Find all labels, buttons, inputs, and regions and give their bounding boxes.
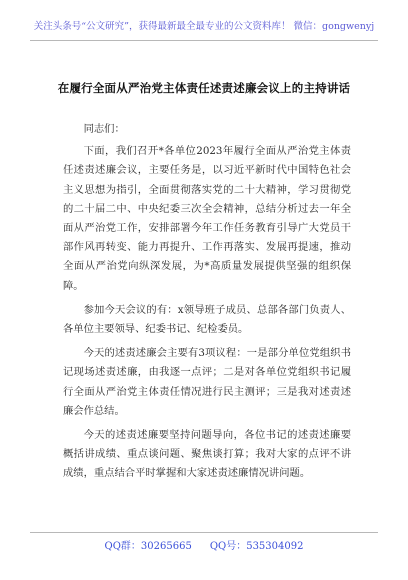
paragraph-agenda: 今天的述责述廉会主要有3项议程：一是部分单位党组织书记现场述责述廉，由我逐一点评；二是对各单位党组织书记履行全面从严治党主体责任情况进行民主测评；三是我对述责述廉会作总结。 [63, 347, 351, 417]
paragraph-attendees: 参加今天会议的有：x领导班子成员、总部各部门负责人、各单位主要领导、纪委书记、纪检委员。 [63, 303, 351, 336]
footer-divider [30, 532, 378, 533]
document-body [63, 120, 351, 489]
footer-contact [30, 537, 378, 552]
footer-qq-group: QQ群：30265665 [104, 541, 192, 552]
header-divider [30, 40, 378, 41]
document-title: 在履行全面从严治党主体责任述责述廉会议上的主持讲话 [57, 81, 351, 95]
salutation: 同志们： [83, 123, 125, 135]
header-banner: 关注头条号“公文研究”，获得最新最全最专业的公文资料库！ 微信：gongwenyj [33, 21, 375, 32]
paragraph-intro: 下面，我们召开*各单位2023年履行全面从严治党主体责任述责述廉会议，主要任务是，以习近平新时代中国特色社会主义思想为指引，全面贯彻落实党的二十大精神，学习贯彻党的二十届二中、中央纪委三次全会精神，总结分析过去一年全面从严治党工作，安排部署今年工作任务教育引导广大党员干部作风再转变、能力再提升、工作再落实、发展再提速，推动全面从严治党向纵深发展，为*高质量发展提供坚强的组织保障。 [63, 145, 351, 292]
paragraph-requirements: 今天的述责述廉要坚持问题导向，各位书记的述责述廉要概括讲成绩、重点谈问题、聚焦谈打算；我对大家的点评不讲成绩，重点结合平时掌握和大家述责述廉情况讲问题。 [63, 429, 351, 480]
footer-qq-number: QQ号：535304092 [209, 541, 304, 552]
